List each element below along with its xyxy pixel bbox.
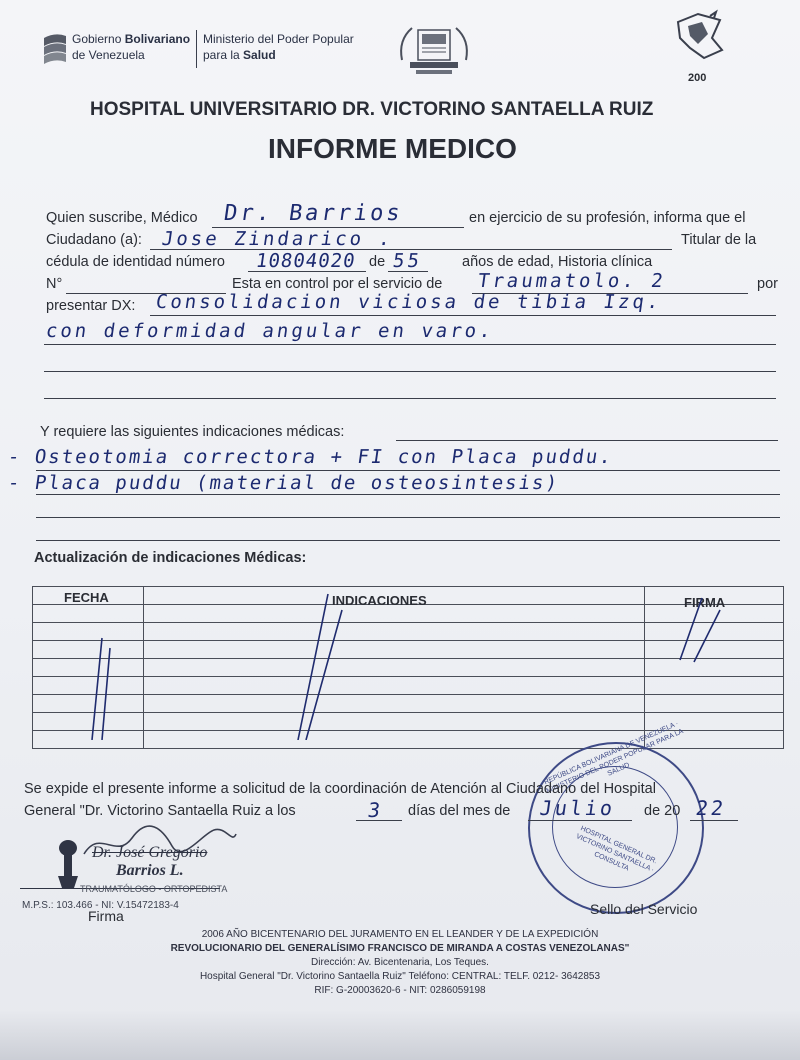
year-handwritten: 22 xyxy=(694,796,728,820)
patient-handwritten: Jose Zindarico . xyxy=(160,228,395,250)
diagnosis-line-2 xyxy=(44,344,776,345)
seal-ring-text: REPÚBLICA BOLIVARIANA DE VENEZUELA · MINISTERIO DEL PODER POPULAR PARA LA SALUD xyxy=(543,720,685,795)
diagnosis-line-3 xyxy=(44,371,776,372)
seal-label: Sello del Servicio xyxy=(590,901,698,917)
government-name: Gobierno Bolivariano xyxy=(72,32,191,46)
requires-line-0 xyxy=(396,440,778,441)
age-suffix: años de edad, Historia clínica xyxy=(462,254,653,270)
day-handwritten: 3 xyxy=(366,798,385,822)
closing-line-1: Se expide el presente informe a solicitud de la coordinación de Atención al Ciudadano del Hospital xyxy=(24,781,656,797)
age-handwritten: 55 xyxy=(391,250,424,272)
id-number-handwritten: 10804020 xyxy=(254,250,358,272)
month-handwritten: Julio xyxy=(538,796,617,820)
column-header-fecha: FECHA xyxy=(64,590,109,605)
diagnosis-handwritten-1: Consolidacion viciosa de tibia Izq. xyxy=(154,291,663,313)
id-label: cédula de identidad número xyxy=(46,254,225,270)
government-logo-flag xyxy=(42,30,68,66)
hospital-emblem-icon xyxy=(392,20,476,76)
indication-line-3 xyxy=(36,517,780,518)
doctor-stamp-icon xyxy=(54,838,82,890)
diagnosis-handwritten-2: con deformidad angular en varo. xyxy=(44,320,496,342)
diagnosis-label: presentar DX: xyxy=(46,298,136,314)
doctor-suffix: en ejercicio de su profesión, informa que el xyxy=(469,210,746,226)
closing-year-label: de 20 xyxy=(644,803,681,819)
footer-line-2: REVOLUCIONARIO DEL GENERALÍSIMO FRANCISCO DE MIRANDA A COSTAS VENEZOLANAS" xyxy=(170,943,630,954)
bicentennial-logo-icon xyxy=(668,8,730,72)
stamp-registry: M.P.S.: 103.466 - NI: V.15472183-4 xyxy=(22,900,179,911)
indication-line-4 xyxy=(36,540,780,541)
page-shadow xyxy=(0,1010,800,1060)
seal-inner-text: HOSPITAL GENERAL DR. VICTORINO SANTAELLA · CONSULTA xyxy=(574,825,658,874)
citizen-suffix: Titular de la xyxy=(681,232,757,248)
citizen-label: Ciudadano (a): xyxy=(46,232,142,248)
signature-label: Firma xyxy=(88,908,124,924)
stamp-doctor-name: Dr. José Gregorio xyxy=(92,844,208,861)
ministry-name: Ministerio del Poder Popular xyxy=(203,32,354,46)
diagnosis-line-4 xyxy=(44,398,776,399)
requires-label: Y requiere las siguientes indicaciones médicas: xyxy=(40,424,345,440)
indication-line-2 xyxy=(36,494,780,495)
footer-phone: Hospital General "Dr. Victorino Santaella Ruiz" Teléfono: CENTRAL: TELF. 0212- 3642853 xyxy=(199,971,601,982)
age-of-label: de xyxy=(369,254,386,270)
service-handwritten: Traumatolo. 2 xyxy=(476,270,668,292)
indication-handwritten-2: - Placa puddu (material de osteosintesis) xyxy=(6,472,561,494)
header-separator xyxy=(196,30,197,68)
stamp-doctor-surname: Barrios L. xyxy=(116,862,184,879)
footer-rif: RIF: G-20003620-6 - NIT: 0286059198 xyxy=(314,985,486,996)
footer-address: Dirección: Av. Bicentenaria, Los Teques. xyxy=(311,957,489,968)
doctor-label: Quien suscribe, Médico xyxy=(46,210,198,226)
column-header-indicaciones: INDICACIONES xyxy=(332,593,427,608)
stamp-specialty: TRAUMATÓLOGO - ORTOPEDISTA xyxy=(80,884,228,894)
service-suffix: por xyxy=(757,276,778,292)
ministry-name-line2: para la Salud xyxy=(203,48,276,62)
government-name-line2: de Venezuela xyxy=(72,48,145,62)
update-label: Actualización de indicaciones Médicas: xyxy=(34,550,307,566)
closing-line-2: General "Dr. Victorino Santaella Ruiz a los xyxy=(24,803,296,819)
service-label: Esta en control por el servicio de xyxy=(232,276,443,292)
indication-line-1 xyxy=(36,470,780,471)
doctor-handwritten: Dr. Barrios xyxy=(222,201,405,226)
footer-line-1: 2006 AÑO BICENTENARIO DEL JURAMENTO EN EL LEANDER Y DE LA EXPEDICIÓN xyxy=(201,929,599,940)
hospital-name: HOSPITAL UNIVERSITARIO DR. VICTORINO SANTAELLA RUIZ xyxy=(90,99,654,120)
diagnosis-line-1 xyxy=(150,315,776,316)
year-line xyxy=(690,820,738,821)
indication-handwritten-1: - Osteotomia correctora + FI con Placa puddu. xyxy=(6,446,615,468)
column-header-firma: FIRMA xyxy=(684,595,726,610)
closing-days-label: días del mes de xyxy=(408,803,511,819)
table-strike-marks xyxy=(80,590,760,740)
month-line xyxy=(528,820,632,821)
document-title: INFORME MEDICO xyxy=(268,133,517,164)
bicentennial-number: 200 xyxy=(688,72,707,84)
record-number-label: N° xyxy=(46,276,63,292)
